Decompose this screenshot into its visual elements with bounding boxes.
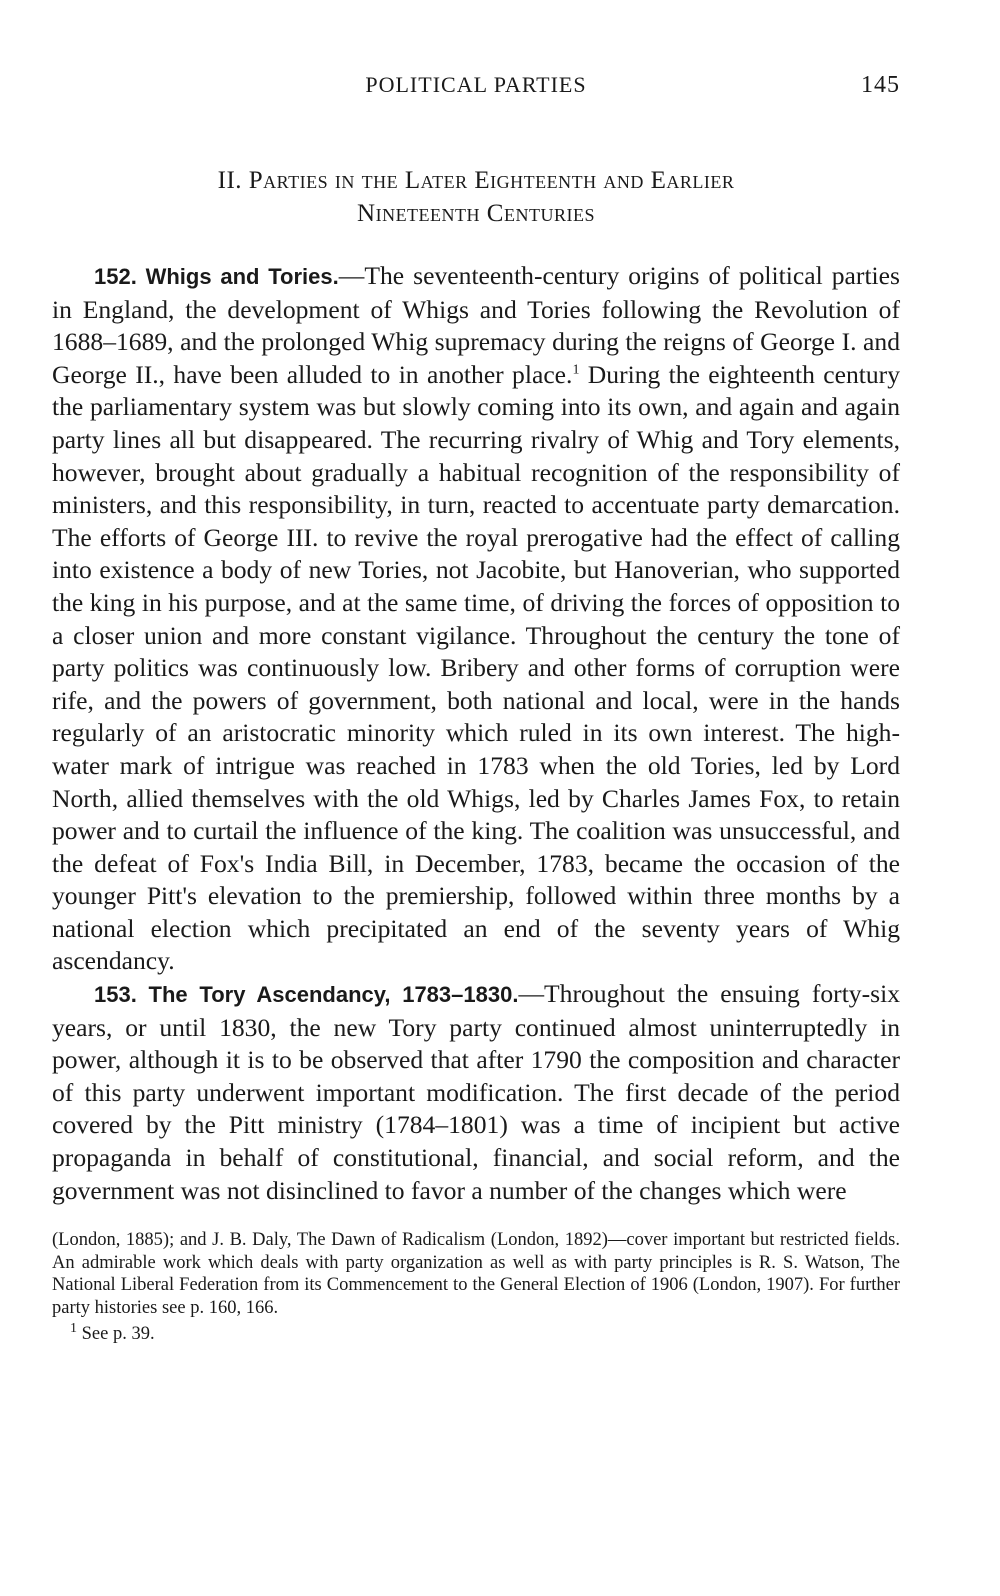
- paragraph-text-152a: —The seventeenth-century origins of political parties in England, the development of Whigs and Tories following the Revolution of 1688–1689, and the prolonged Whig supremacy during the reigns of George I. and George II., have been alluded to in another place.: [52, 261, 900, 389]
- section-heading-line-2: Nineteenth Centuries: [357, 200, 595, 227]
- footnotes: [52, 1229, 900, 1346]
- section-heading-line-1: II. Parties in the Later Eighteenth and Earlier: [217, 167, 735, 194]
- paragraph-153: [52, 978, 900, 1207]
- paragraph-152: [52, 260, 900, 978]
- footnote-continued: (London, 1885); and J. B. Daly, The Dawn of Radicalism (London, 1892)—cover important but restricted fields. An admirable work which deals with party organization as well as with party principles is R. S. Watson, The National Liberal Federation from its Commencement to the General Election of 1906 (London, 1907). For further party histories see p. 160, 166.: [52, 1230, 900, 1318]
- paragraph-text-152b: During the eighteenth century the parliamentary system was but slowly coming into its own, and again and again party lines all but disappeared. The recurring rivalry of Whig and Tory elements, however, brought about gradually a habitual recognition of the responsibility of ministers, and this responsibility, in turn, reacted to accentuate party demarcation. The efforts of George III. to revive the royal prerogative had the effect of calling into existence a body of new Tories, not Jacobite, but Hanoverian, who supported the king in his purpose, and at the same time, of driving the forces of opposition to a closer union and more constant vigilance. Throughout the century the tone of party politics was continuously low. Bribery and other forms of corruption were rife, and the powers of government, both national and local, were in the hands regularly of an aristocratic minority which ruled in its own interest. The high-water mark of intrigue was reached in 1783 when the old Tories, led by Lord North, allied themselves with the old Whigs, led by Charles James Fox, to retain power and to curtail the influence of the king. The coalition was unsuccessful, and the defeat of Fox's India Bill, in December, 1783, became the occasion of the younger Pitt's elevation to the premiership, followed within three months by a national election which precipitated an end of the seventy years of Whig ascendancy.: [52, 359, 900, 976]
- section-heading: [52, 164, 900, 230]
- footnote-reference: 1: [572, 362, 580, 378]
- footnote-mark: 1: [70, 1321, 77, 1337]
- running-head: [52, 72, 900, 106]
- paragraph-heading-153: 153. The Tory Ascendancy, 1783–1830.: [94, 982, 519, 1008]
- paragraph-text-153: —Throughout the ensuing forty-six years, or until 1830, the new Tory party continued almost uninterruptedly in power, although it is to be observed that after 1790 the composition and character of this party underwent important modification. The first decade of the period covered by the Pitt ministry (1784–1801) was a time of incipient but active propaganda in behalf of constitutional, financial, and social reform, and the government was not disinclined to favor a number of the changes which were: [52, 979, 900, 1205]
- page-number: 145: [861, 72, 900, 98]
- running-title: POLITICAL PARTIES: [365, 72, 587, 97]
- footnote-1-text: See p. 39.: [77, 1324, 155, 1345]
- paragraph-heading-152: 152. Whigs and Tories.: [94, 264, 339, 289]
- footnote-1: [52, 1323, 900, 1346]
- book-page: [52, 72, 900, 1346]
